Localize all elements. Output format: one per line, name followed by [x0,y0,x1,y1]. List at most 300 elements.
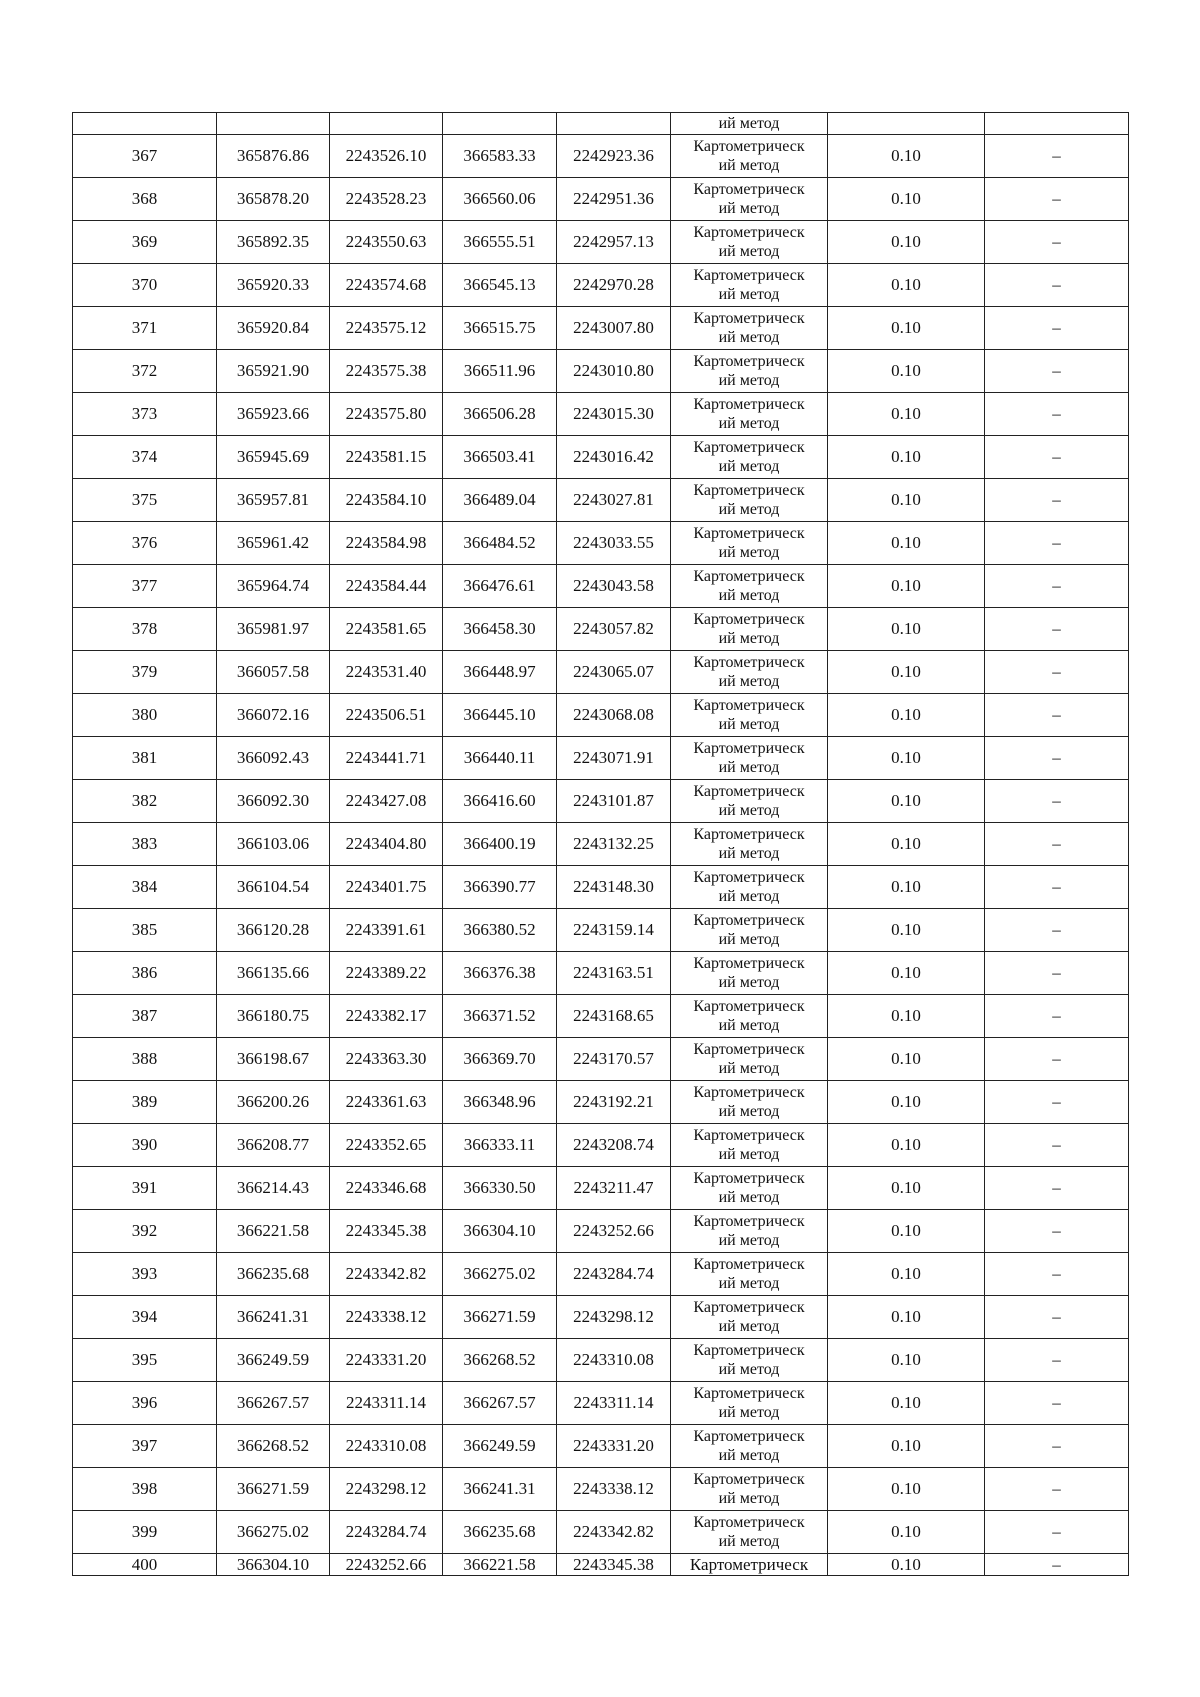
cell-description: – [985,823,1129,866]
cell-point-number: 395 [73,1339,217,1382]
cell-point-number: 374 [73,436,217,479]
cell-point-number: 397 [73,1425,217,1468]
cell-method [671,823,828,866]
cell-point-number: 400 [73,1554,217,1576]
method-line: ий метод [718,1232,780,1249]
cell-x-end: 366489.04 [443,479,557,522]
cell-y-end: 2243033.55 [557,522,671,565]
cell-accuracy: 0.10 [828,952,985,995]
method-line: ий метод [718,415,780,432]
cell-x-start: 366267.57 [217,1382,330,1425]
cell-accuracy: 0.10 [828,1210,985,1253]
cell-x-end: 366348.96 [443,1081,557,1124]
cell-x-start: 366092.30 [217,780,330,823]
table-row [73,1425,1129,1468]
cell-y-start: 2243311.14 [330,1382,443,1425]
cell-y-start: 2243581.65 [330,608,443,651]
method-line: ий метод [718,1447,780,1464]
table-row [73,909,1129,952]
cell-method [671,1210,828,1253]
cell-y-start: 2243575.12 [330,307,443,350]
cell-x-start: 365920.84 [217,307,330,350]
cell-description: – [985,1038,1129,1081]
cell-x-end: 366448.97 [443,651,557,694]
table-row [73,952,1129,995]
cell-y-end: 2243252.66 [557,1210,671,1253]
cell-y-start: 2243575.80 [330,393,443,436]
cell-description: – [985,995,1129,1038]
cell-y-end: 2243101.87 [557,780,671,823]
cell-x-start: 366104.54 [217,866,330,909]
cell-point-number: 390 [73,1124,217,1167]
table-row [73,1511,1129,1554]
method-line: ий метод [718,1189,780,1206]
cell-description: – [985,1554,1129,1576]
cell-x-start: 366180.75 [217,995,330,1038]
method-line: ий метод [718,1533,780,1550]
method-line: ий метод [718,329,780,346]
cell-description: – [985,436,1129,479]
cell-x-end: 366241.31 [443,1468,557,1511]
cell-method [671,651,828,694]
cell-y-start: 2243389.22 [330,952,443,995]
cell-method: Картометрическ [671,1554,828,1576]
cell-accuracy: 0.10 [828,694,985,737]
method-line: ий метод [718,1361,780,1378]
method-line: ий метод [718,587,780,604]
cell-method [671,178,828,221]
cell-x-start: 365892.35 [217,221,330,264]
cell-method [671,393,828,436]
method-line: Картометрическ [693,611,805,628]
cell-y-end: 2243010.80 [557,350,671,393]
method-line: Картометрическ [693,1342,805,1359]
cell-x-start: 366120.28 [217,909,330,952]
cell-y-end: 2243338.12 [557,1468,671,1511]
table-row [73,307,1129,350]
cell-y-end: 2243298.12 [557,1296,671,1339]
cell-y-end: 2243007.80 [557,307,671,350]
cell-x-end: 366583.33 [443,135,557,178]
method-line: Картометрическ [693,740,805,757]
cell-x-start: 366241.31 [217,1296,330,1339]
method-line: ий метод [718,372,780,389]
table-row [73,1339,1129,1382]
cell-y-end: 2243170.57 [557,1038,671,1081]
table-row [73,436,1129,479]
method-line: Картометрическ [693,310,805,327]
cell-y-end: 2243068.08 [557,694,671,737]
method-line: ий метод [718,931,780,948]
method-line: Картометрическ [693,1127,805,1144]
method-line: ий метод [718,845,780,862]
cell-description: – [985,264,1129,307]
cell-x-end: 366390.77 [443,866,557,909]
cell-x-end: 366458.30 [443,608,557,651]
method-line: ий метод [718,759,780,776]
cell-description: – [985,565,1129,608]
method-line: Картометрическ [693,654,805,671]
cell-method [671,264,828,307]
cell-x-end: 366445.10 [443,694,557,737]
cell-y-start: 2243345.38 [330,1210,443,1253]
table-row [73,221,1129,264]
method-line: Картометрическ [693,1299,805,1316]
method-line: ий метод [718,673,780,690]
cell-point-number: 379 [73,651,217,694]
cell-y-start: 2243252.66 [330,1554,443,1576]
cell-accuracy: 0.10 [828,823,985,866]
cell-y-start: 2243584.98 [330,522,443,565]
cell-point-number: 399 [73,1511,217,1554]
cell-description: – [985,694,1129,737]
cell-y-start: 2243584.44 [330,565,443,608]
method-line: ий метод [718,200,780,217]
cell-x-start: 366271.59 [217,1468,330,1511]
cell-y-start: 2243441.71 [330,737,443,780]
cell-empty [217,113,330,135]
cell-empty [443,113,557,135]
cell-description: – [985,1081,1129,1124]
cell-y-end: 2243345.38 [557,1554,671,1576]
cell-point-number: 387 [73,995,217,1038]
cell-method [671,135,828,178]
method-line: ий метод [718,1404,780,1421]
cell-accuracy: 0.10 [828,1253,985,1296]
cell-accuracy: 0.10 [828,995,985,1038]
cell-description: – [985,952,1129,995]
cell-x-end: 366560.06 [443,178,557,221]
cell-x-start: 365964.74 [217,565,330,608]
method-line: ий метод [718,286,780,303]
cell-method [671,307,828,350]
cell-x-start: 365981.97 [217,608,330,651]
method-line: Картометрическ [693,181,805,198]
cell-description: – [985,651,1129,694]
cell-point-number: 375 [73,479,217,522]
cell-x-end: 366235.68 [443,1511,557,1554]
cell-method [671,1511,828,1554]
table-row-continuation [73,113,1129,135]
method-line: Картометрическ [693,1041,805,1058]
cell-x-start: 365923.66 [217,393,330,436]
method-line: ий метод [718,802,780,819]
cell-x-end: 366268.52 [443,1339,557,1382]
method-line: ий метод [718,243,780,260]
cell-x-start: 365961.42 [217,522,330,565]
cell-empty [330,113,443,135]
cell-point-number: 393 [73,1253,217,1296]
cell-point-number: 373 [73,393,217,436]
cell-x-start: 366249.59 [217,1339,330,1382]
table-row [73,1253,1129,1296]
cell-x-end: 366330.50 [443,1167,557,1210]
cell-accuracy: 0.10 [828,909,985,952]
table-row [73,780,1129,823]
method-line: Картометрическ [693,353,805,370]
cell-y-end: 2242970.28 [557,264,671,307]
cell-accuracy: 0.10 [828,1296,985,1339]
cell-x-end: 366506.28 [443,393,557,436]
method-line: Картометрическ [693,396,805,413]
cell-accuracy: 0.10 [828,1167,985,1210]
cell-point-number: 383 [73,823,217,866]
cell-method [671,1167,828,1210]
table-row [73,1382,1129,1425]
cell-point-number: 372 [73,350,217,393]
cell-y-end: 2243148.30 [557,866,671,909]
cell-point-number: 384 [73,866,217,909]
cell-point-number: 394 [73,1296,217,1339]
cell-description: – [985,307,1129,350]
cell-method [671,1425,828,1468]
cell-method [671,1296,828,1339]
cell-x-end: 366267.57 [443,1382,557,1425]
cell-y-start: 2243528.23 [330,178,443,221]
method-line: Картометрическ [693,1471,805,1488]
cell-point-number: 369 [73,221,217,264]
cell-y-end: 2243071.91 [557,737,671,780]
method-line: ий метод [718,630,780,647]
cell-description: – [985,178,1129,221]
table-row [73,1081,1129,1124]
cell-x-start: 366200.26 [217,1081,330,1124]
cell-accuracy: 0.10 [828,1339,985,1382]
cell-y-start: 2243298.12 [330,1468,443,1511]
cell-y-start: 2243310.08 [330,1425,443,1468]
method-line: ий метод [718,1017,780,1034]
table-row [73,479,1129,522]
cell-x-end: 366545.13 [443,264,557,307]
table-row [73,1124,1129,1167]
cell-x-start: 366268.52 [217,1425,330,1468]
cell-point-number: 385 [73,909,217,952]
cell-description: – [985,780,1129,823]
cell-description: – [985,221,1129,264]
method-line: ий метод [718,1490,780,1507]
cell-y-start: 2243284.74 [330,1511,443,1554]
cell-x-end: 366376.38 [443,952,557,995]
cell-method [671,995,828,1038]
method-line: Картометрическ [693,912,805,929]
cell-y-end: 2243311.14 [557,1382,671,1425]
cell-accuracy: 0.10 [828,135,985,178]
cell-accuracy: 0.10 [828,1081,985,1124]
method-line: ий метод [718,1146,780,1163]
cell-empty [828,113,985,135]
cell-accuracy: 0.10 [828,1468,985,1511]
cell-accuracy: 0.10 [828,522,985,565]
cell-method [671,1253,828,1296]
cell-description: – [985,737,1129,780]
cell-method [671,1124,828,1167]
cell-point-number: 388 [73,1038,217,1081]
cell-method [671,737,828,780]
cell-y-start: 2243531.40 [330,651,443,694]
table-row [73,565,1129,608]
cell-x-end: 366555.51 [443,221,557,264]
method-line: Картометрическ [693,1385,805,1402]
cell-description: – [985,1253,1129,1296]
cell-empty [557,113,671,135]
cell-y-start: 2243506.51 [330,694,443,737]
cell-accuracy: 0.10 [828,1425,985,1468]
cell-x-end: 366380.52 [443,909,557,952]
cell-y-start: 2243401.75 [330,866,443,909]
cell-y-start: 2243331.20 [330,1339,443,1382]
cell-empty [73,113,217,135]
cell-x-end: 366275.02 [443,1253,557,1296]
cell-x-start: 366214.43 [217,1167,330,1210]
cell-x-start: 366092.43 [217,737,330,780]
cell-method [671,221,828,264]
cell-point-number: 382 [73,780,217,823]
cell-y-start: 2243581.15 [330,436,443,479]
cell-y-start: 2243574.68 [330,264,443,307]
cell-y-end: 2243016.42 [557,436,671,479]
cell-point-number: 389 [73,1081,217,1124]
cell-x-end: 366369.70 [443,1038,557,1081]
table-row [73,350,1129,393]
cell-method [671,350,828,393]
cell-point-number: 370 [73,264,217,307]
cell-accuracy: 0.10 [828,737,985,780]
cell-x-start: 366072.16 [217,694,330,737]
cell-method [671,1468,828,1511]
cell-accuracy: 0.10 [828,651,985,694]
cell-description: – [985,1167,1129,1210]
cell-accuracy: 0.10 [828,393,985,436]
method-line: Картометрическ [693,783,805,800]
cell-y-start: 2243352.65 [330,1124,443,1167]
cell-x-start: 366275.02 [217,1511,330,1554]
cell-accuracy: 0.10 [828,307,985,350]
cell-description: – [985,135,1129,178]
method-line: Картометрическ [693,267,805,284]
cell-y-end: 2242923.36 [557,135,671,178]
method-line: ий метод [718,1318,780,1335]
cell-x-end: 366515.75 [443,307,557,350]
cell-x-start: 365876.86 [217,135,330,178]
cell-description: – [985,1124,1129,1167]
method-line: Картометрическ [693,1213,805,1230]
table-row [73,264,1129,307]
cell-x-start: 366208.77 [217,1124,330,1167]
cell-accuracy: 0.10 [828,1554,985,1576]
method-line: Картометрическ [693,224,805,241]
cell-x-end: 366511.96 [443,350,557,393]
cell-method-continuation: ий метод [671,113,828,135]
cell-y-start: 2243346.68 [330,1167,443,1210]
cell-method [671,694,828,737]
cell-x-start: 366304.10 [217,1554,330,1576]
cell-y-end: 2243163.51 [557,952,671,995]
cell-point-number: 367 [73,135,217,178]
table-row [73,1038,1129,1081]
method-line: Картометрическ [693,1428,805,1445]
cell-x-start: 366235.68 [217,1253,330,1296]
cell-y-end: 2243208.74 [557,1124,671,1167]
coordinates-table [72,112,1129,1576]
cell-y-start: 2243391.61 [330,909,443,952]
cell-description: – [985,1210,1129,1253]
table-row [73,135,1129,178]
cell-point-number: 381 [73,737,217,780]
cell-point-number: 377 [73,565,217,608]
cell-x-start: 365878.20 [217,178,330,221]
cell-method [671,909,828,952]
cell-y-end: 2243159.14 [557,909,671,952]
method-line: Картометрическ [693,826,805,843]
method-line: Картометрическ [693,1514,805,1531]
method-line: ий метод [718,157,780,174]
cell-description: – [985,1511,1129,1554]
cell-y-end: 2243027.81 [557,479,671,522]
cell-accuracy: 0.10 [828,1511,985,1554]
cell-accuracy: 0.10 [828,1124,985,1167]
cell-point-number: 376 [73,522,217,565]
method-line: ий метод [718,458,780,475]
cell-x-end: 366371.52 [443,995,557,1038]
cell-y-start: 2243584.10 [330,479,443,522]
table-row [73,178,1129,221]
cell-accuracy: 0.10 [828,608,985,651]
cell-x-start: 366198.67 [217,1038,330,1081]
cell-description: – [985,1339,1129,1382]
method-line: Картометрическ [693,482,805,499]
cell-x-start: 365920.33 [217,264,330,307]
cell-point-number: 380 [73,694,217,737]
table-row [73,1296,1129,1339]
method-line: Картометрическ [693,1256,805,1273]
cell-description: – [985,1296,1129,1339]
cell-y-start: 2243550.63 [330,221,443,264]
cell-accuracy: 0.10 [828,780,985,823]
method-line: Картометрическ [693,998,805,1015]
cell-y-start: 2243363.30 [330,1038,443,1081]
method-line: ий метод [718,544,780,561]
cell-method [671,565,828,608]
cell-method [671,436,828,479]
table-row [73,608,1129,651]
cell-point-number: 368 [73,178,217,221]
cell-y-end: 2243310.08 [557,1339,671,1382]
method-line: ий метод [718,1275,780,1292]
cell-method [671,1038,828,1081]
cell-description: – [985,479,1129,522]
cell-description: – [985,1468,1129,1511]
table-body [73,113,1129,1576]
method-line: Картометрическ [693,869,805,886]
cell-x-start: 365945.69 [217,436,330,479]
cell-method [671,1339,828,1382]
method-line: Картометрическ [693,525,805,542]
cell-y-start: 2243427.08 [330,780,443,823]
method-line: ий метод [718,974,780,991]
cell-y-end: 2242951.36 [557,178,671,221]
cell-x-end: 366416.60 [443,780,557,823]
method-line: ий метод [718,716,780,733]
cell-method [671,608,828,651]
cell-y-end: 2243284.74 [557,1253,671,1296]
table-row [73,651,1129,694]
method-line: ий метод [718,1060,780,1077]
cell-description: – [985,350,1129,393]
cell-method [671,479,828,522]
cell-x-end: 366400.19 [443,823,557,866]
cell-y-start: 2243361.63 [330,1081,443,1124]
cell-accuracy: 0.10 [828,264,985,307]
